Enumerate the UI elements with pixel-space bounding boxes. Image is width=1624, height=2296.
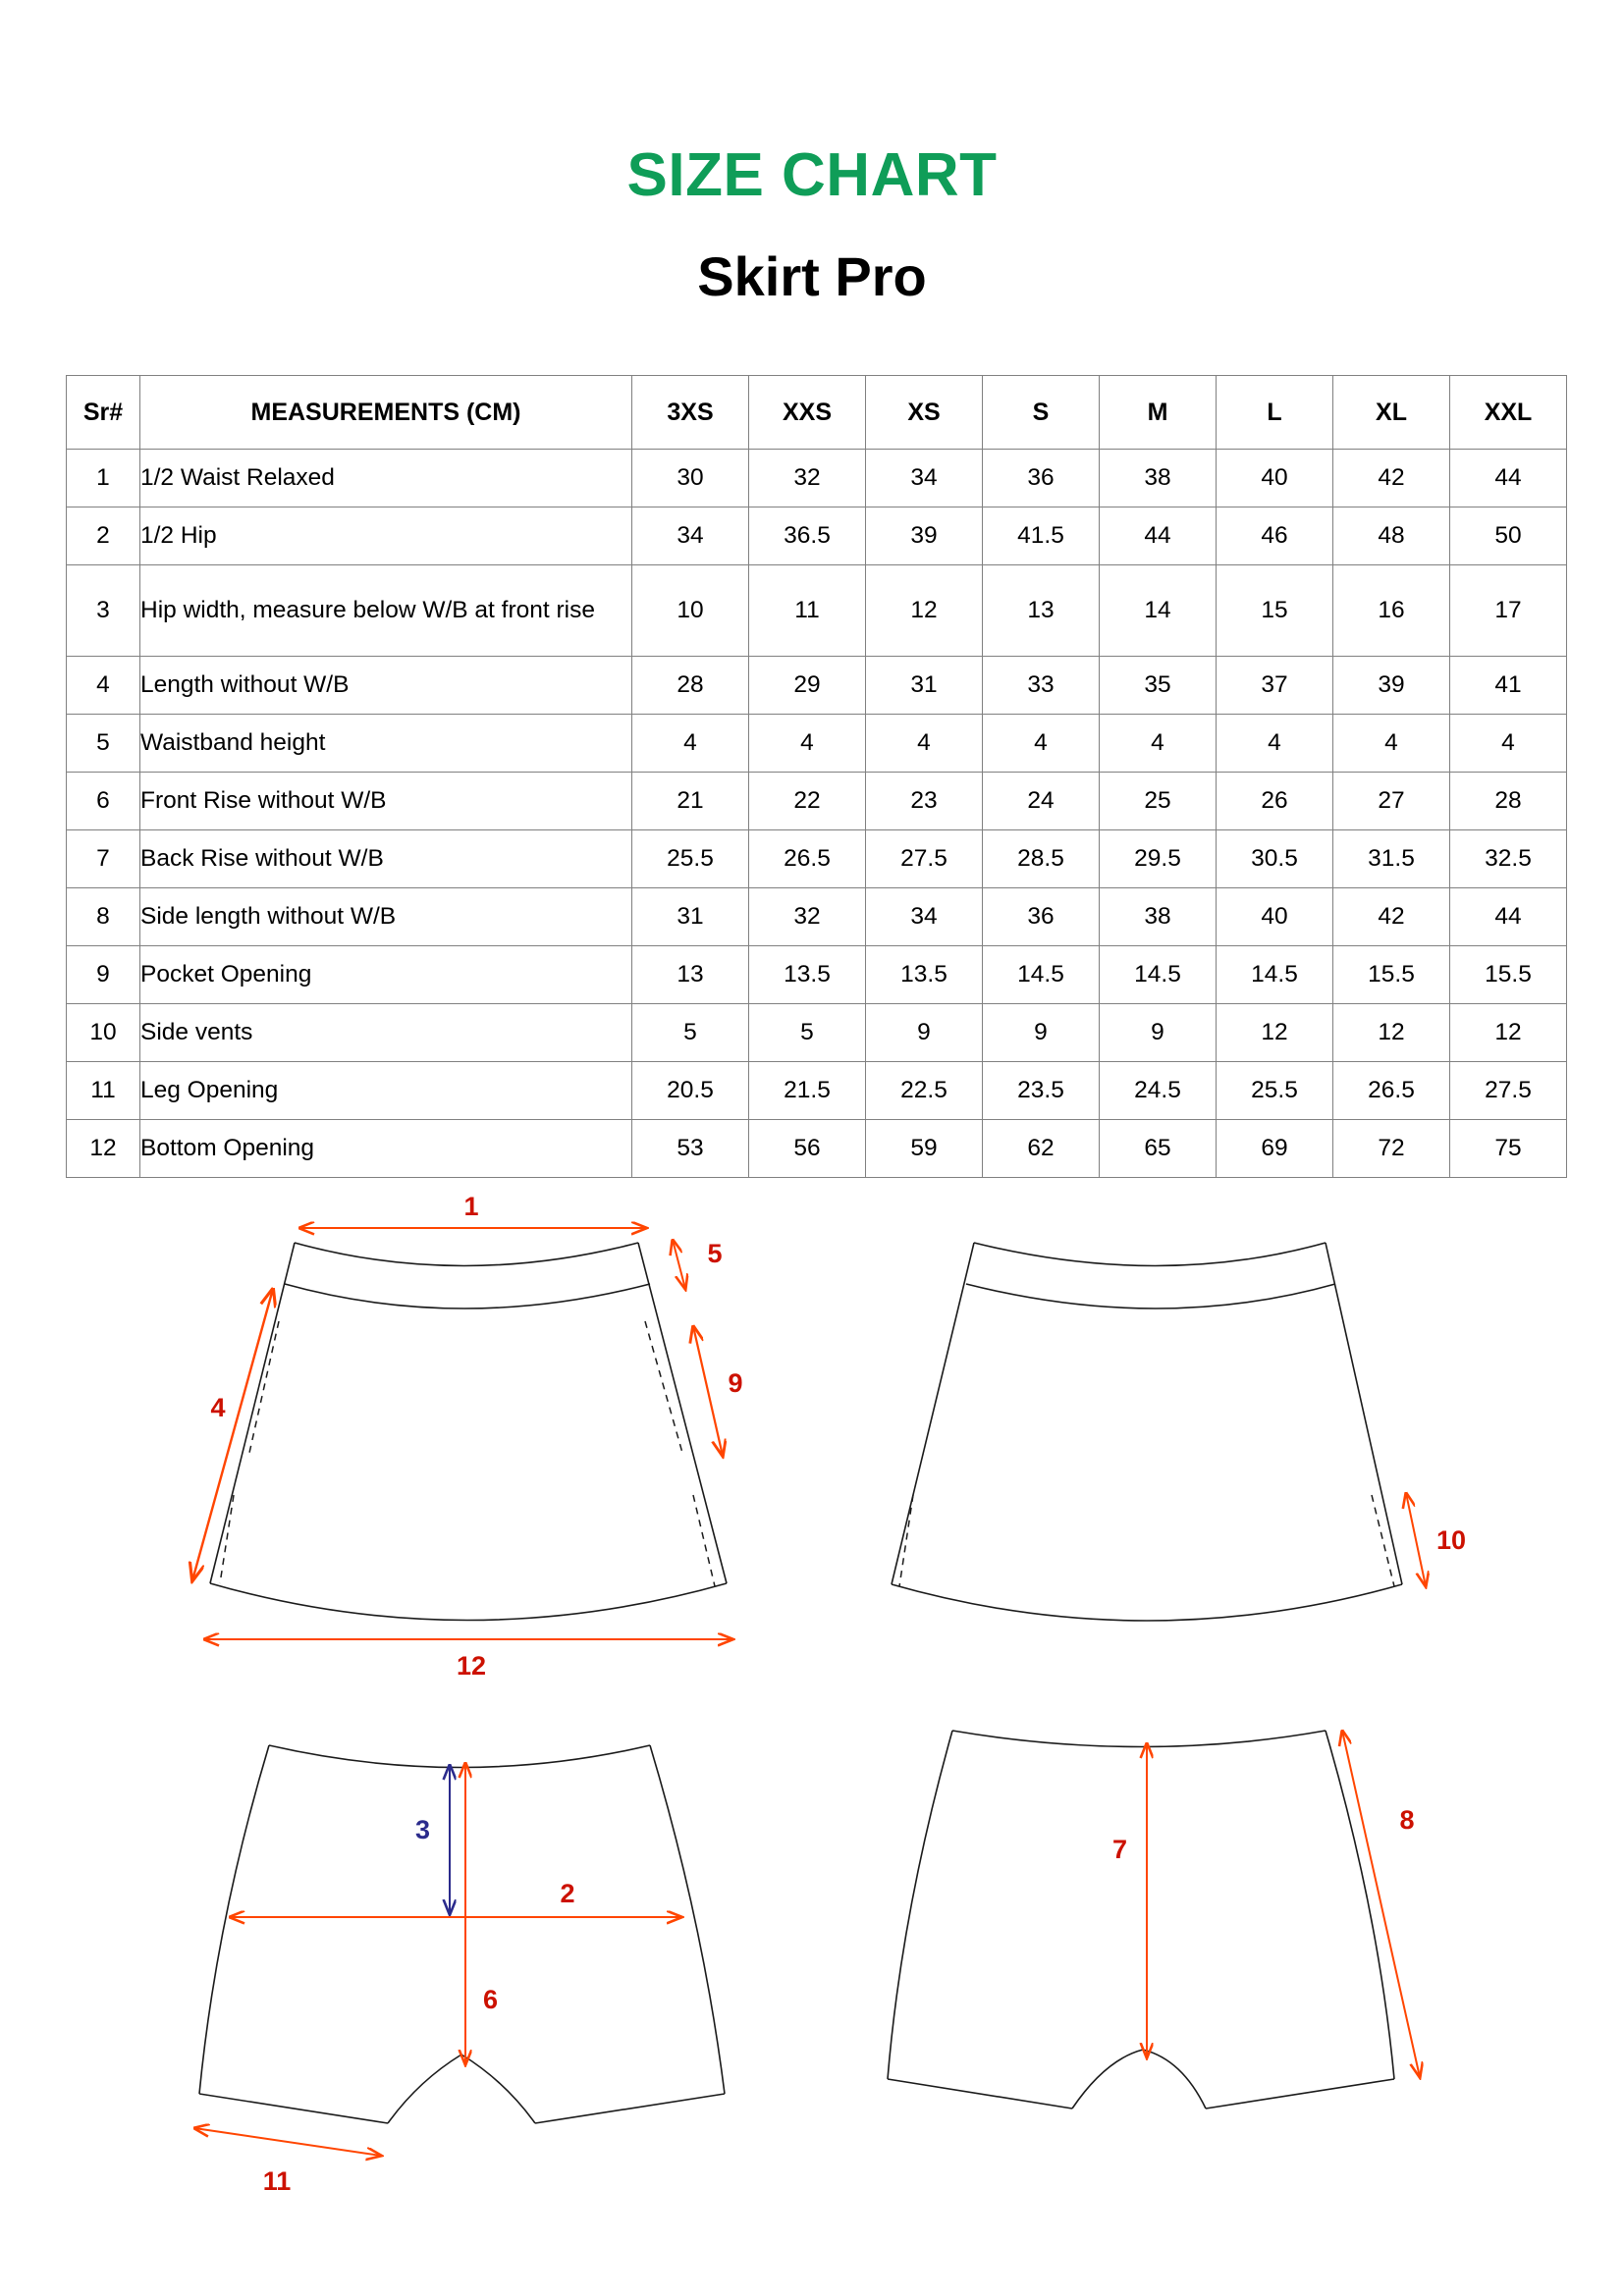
cell-sr: 11 bbox=[67, 1062, 140, 1120]
table-row bbox=[67, 450, 1567, 507]
cell-size-value: 56 bbox=[749, 1120, 866, 1178]
cell-size-value: 5 bbox=[632, 1004, 749, 1062]
cell-size-value: 13 bbox=[632, 946, 749, 1004]
cell-size-value: 25 bbox=[1100, 773, 1217, 830]
cell-size-value: 38 bbox=[1100, 450, 1217, 507]
callout-label-8: 8 bbox=[1399, 1805, 1415, 1835]
skirt-front-stitch-lines bbox=[220, 1321, 715, 1586]
cell-size-value: 75 bbox=[1450, 1120, 1567, 1178]
size-chart-table-wrapper bbox=[66, 304, 1558, 1178]
cell-size-value: 5 bbox=[749, 1004, 866, 1062]
callout-label-9: 9 bbox=[728, 1368, 743, 1398]
cell-size-value: 53 bbox=[632, 1120, 749, 1178]
table-row bbox=[67, 1004, 1567, 1062]
cell-size-value: 36 bbox=[983, 888, 1100, 946]
table-row bbox=[67, 830, 1567, 888]
cell-size-value: 12 bbox=[1450, 1004, 1567, 1062]
cell-size-value: 34 bbox=[632, 507, 749, 565]
callout-label-10: 10 bbox=[1435, 1525, 1467, 1555]
cell-sr: 7 bbox=[67, 830, 140, 888]
cell-size-value: 12 bbox=[866, 565, 983, 657]
cell-size-value: 28 bbox=[1450, 773, 1567, 830]
dimension-line-10 bbox=[1406, 1493, 1426, 1586]
table-body bbox=[67, 450, 1567, 1178]
column-header-m: M bbox=[1100, 376, 1217, 450]
column-header-s: S bbox=[983, 376, 1100, 450]
cell-measurement: Hip width, measure below W/B at front rise bbox=[140, 565, 632, 657]
cell-size-value: 4 bbox=[749, 715, 866, 773]
cell-sr: 5 bbox=[67, 715, 140, 773]
callout-label-1: 1 bbox=[463, 1196, 479, 1221]
table-row bbox=[67, 565, 1567, 657]
column-header-measurements: MEASUREMENTS (CM) bbox=[140, 376, 632, 450]
cell-size-value: 16 bbox=[1333, 565, 1450, 657]
page-title: SIZE CHART bbox=[626, 141, 998, 209]
callout-label-2: 2 bbox=[560, 1879, 575, 1908]
callout-label-5: 5 bbox=[707, 1239, 723, 1268]
cell-size-value: 50 bbox=[1450, 507, 1567, 565]
cell-size-value: 9 bbox=[866, 1004, 983, 1062]
column-header-sr: Sr# bbox=[67, 376, 140, 450]
cell-size-value: 4 bbox=[866, 715, 983, 773]
cell-size-value: 28.5 bbox=[983, 830, 1100, 888]
shorts-front-outline bbox=[199, 1745, 725, 2123]
cell-size-value: 39 bbox=[1333, 657, 1450, 715]
cell-size-value: 22.5 bbox=[866, 1062, 983, 1120]
cell-size-value: 28 bbox=[632, 657, 749, 715]
cell-sr: 2 bbox=[67, 507, 140, 565]
cell-size-value: 33 bbox=[983, 657, 1100, 715]
cell-size-value: 13.5 bbox=[866, 946, 983, 1004]
column-header-xl: XL bbox=[1333, 376, 1450, 450]
cell-sr: 8 bbox=[67, 888, 140, 946]
cell-size-value: 4 bbox=[632, 715, 749, 773]
cell-measurement: 1/2 Waist Relaxed bbox=[140, 450, 632, 507]
table-row bbox=[67, 1120, 1567, 1178]
cell-sr: 4 bbox=[67, 657, 140, 715]
cell-size-value: 15.5 bbox=[1333, 946, 1450, 1004]
column-header-xxl: XXL bbox=[1450, 376, 1567, 450]
cell-size-value: 37 bbox=[1217, 657, 1333, 715]
cell-size-value: 41.5 bbox=[983, 507, 1100, 565]
table-header-row bbox=[67, 376, 1567, 450]
table-row bbox=[67, 507, 1567, 565]
cell-size-value: 34 bbox=[866, 450, 983, 507]
cell-size-value: 31 bbox=[632, 888, 749, 946]
cell-size-value: 29.5 bbox=[1100, 830, 1217, 888]
cell-size-value: 42 bbox=[1333, 450, 1450, 507]
cell-size-value: 39 bbox=[866, 507, 983, 565]
cell-size-value: 15.5 bbox=[1450, 946, 1567, 1004]
cell-size-value: 9 bbox=[1100, 1004, 1217, 1062]
cell-size-value: 31.5 bbox=[1333, 830, 1450, 888]
cell-size-value: 36 bbox=[983, 450, 1100, 507]
cell-size-value: 72 bbox=[1333, 1120, 1450, 1178]
cell-size-value: 25.5 bbox=[632, 830, 749, 888]
cell-size-value: 21 bbox=[632, 773, 749, 830]
callout-label-4: 4 bbox=[210, 1393, 226, 1422]
callout-label-6: 6 bbox=[483, 1985, 499, 2014]
cell-size-value: 31 bbox=[866, 657, 983, 715]
cell-size-value: 29 bbox=[749, 657, 866, 715]
column-header-xxs: XXS bbox=[749, 376, 866, 450]
cell-size-value: 15 bbox=[1217, 565, 1333, 657]
cell-size-value: 36.5 bbox=[749, 507, 866, 565]
table-row bbox=[67, 946, 1567, 1004]
cell-size-value: 26.5 bbox=[749, 830, 866, 888]
cell-size-value: 14.5 bbox=[1217, 946, 1333, 1004]
cell-size-value: 27.5 bbox=[1450, 1062, 1567, 1120]
callout-label-11: 11 bbox=[262, 2166, 292, 2196]
cell-size-value: 10 bbox=[632, 565, 749, 657]
callout-label-7: 7 bbox=[1111, 1835, 1127, 1864]
cell-sr: 9 bbox=[67, 946, 140, 1004]
cell-size-value: 13 bbox=[983, 565, 1100, 657]
cell-size-value: 32 bbox=[749, 450, 866, 507]
cell-size-value: 35 bbox=[1100, 657, 1217, 715]
shorts-front-view bbox=[167, 1716, 756, 2207]
cell-measurement: Waistband height bbox=[140, 715, 632, 773]
cell-size-value: 4 bbox=[1100, 715, 1217, 773]
cell-size-value: 40 bbox=[1217, 888, 1333, 946]
table-row bbox=[67, 1062, 1567, 1120]
skirt-back-vent-lines bbox=[899, 1495, 1394, 1586]
cell-size-value: 26.5 bbox=[1333, 1062, 1450, 1120]
table-row bbox=[67, 657, 1567, 715]
technical-drawings bbox=[0, 1196, 1624, 2226]
cell-size-value: 24 bbox=[983, 773, 1100, 830]
cell-sr: 3 bbox=[67, 565, 140, 657]
cell-size-value: 38 bbox=[1100, 888, 1217, 946]
column-header-l: L bbox=[1217, 376, 1333, 450]
cell-measurement: Side vents bbox=[140, 1004, 632, 1062]
cell-size-value: 27 bbox=[1333, 773, 1450, 830]
cell-measurement: Back Rise without W/B bbox=[140, 830, 632, 888]
cell-size-value: 22 bbox=[749, 773, 866, 830]
cell-sr: 6 bbox=[67, 773, 140, 830]
cell-size-value: 59 bbox=[866, 1120, 983, 1178]
cell-size-value: 69 bbox=[1217, 1120, 1333, 1178]
cell-size-value: 23 bbox=[866, 773, 983, 830]
cell-size-value: 14 bbox=[1100, 565, 1217, 657]
cell-size-value: 4 bbox=[983, 715, 1100, 773]
cell-sr: 10 bbox=[67, 1004, 140, 1062]
cell-size-value: 20.5 bbox=[632, 1062, 749, 1120]
skirt-front-outline bbox=[210, 1243, 727, 1621]
callout-label-12: 12 bbox=[456, 1651, 487, 1681]
skirt-back-view bbox=[884, 1196, 1492, 1696]
cell-size-value: 4 bbox=[1217, 715, 1333, 773]
cell-size-value: 24.5 bbox=[1100, 1062, 1217, 1120]
shorts-back-outline bbox=[888, 1731, 1394, 2109]
cell-size-value: 30 bbox=[632, 450, 749, 507]
cell-measurement: Side length without W/B bbox=[140, 888, 632, 946]
cell-measurement: 1/2 Hip bbox=[140, 507, 632, 565]
cell-size-value: 12 bbox=[1217, 1004, 1333, 1062]
cell-size-value: 62 bbox=[983, 1120, 1100, 1178]
cell-size-value: 9 bbox=[983, 1004, 1100, 1062]
cell-size-value: 48 bbox=[1333, 507, 1450, 565]
cell-size-value: 27.5 bbox=[866, 830, 983, 888]
dimension-line-8 bbox=[1342, 1731, 1420, 2077]
cell-measurement: Pocket Opening bbox=[140, 946, 632, 1004]
cell-size-value: 34 bbox=[866, 888, 983, 946]
cell-measurement: Bottom Opening bbox=[140, 1120, 632, 1178]
cell-size-value: 14.5 bbox=[1100, 946, 1217, 1004]
column-header-xs: XS bbox=[866, 376, 983, 450]
cell-size-value: 32 bbox=[749, 888, 866, 946]
cell-size-value: 11 bbox=[749, 565, 866, 657]
dimension-line-11 bbox=[194, 2128, 381, 2156]
shorts-back-view bbox=[864, 1716, 1473, 2207]
cell-size-value: 46 bbox=[1217, 507, 1333, 565]
cell-size-value: 44 bbox=[1100, 507, 1217, 565]
cell-size-value: 40 bbox=[1217, 450, 1333, 507]
callout-label-3: 3 bbox=[414, 1815, 430, 1844]
cell-sr: 1 bbox=[67, 450, 140, 507]
column-header-3xs: 3XS bbox=[632, 376, 749, 450]
cell-size-value: 42 bbox=[1333, 888, 1450, 946]
skirt-back-outline bbox=[892, 1243, 1402, 1621]
cell-size-value: 21.5 bbox=[749, 1062, 866, 1120]
dimension-line-9 bbox=[693, 1326, 723, 1456]
cell-sr: 12 bbox=[67, 1120, 140, 1178]
cell-size-value: 13.5 bbox=[749, 946, 866, 1004]
cell-size-value: 26 bbox=[1217, 773, 1333, 830]
page-subtitle: Skirt Pro bbox=[697, 245, 927, 307]
dimension-line-4 bbox=[192, 1289, 273, 1580]
table-row bbox=[67, 773, 1567, 830]
cell-size-value: 23.5 bbox=[983, 1062, 1100, 1120]
cell-size-value: 14.5 bbox=[983, 946, 1100, 1004]
cell-size-value: 32.5 bbox=[1450, 830, 1567, 888]
cell-size-value: 30.5 bbox=[1217, 830, 1333, 888]
cell-measurement: Front Rise without W/B bbox=[140, 773, 632, 830]
cell-size-value: 65 bbox=[1100, 1120, 1217, 1178]
cell-size-value: 25.5 bbox=[1217, 1062, 1333, 1120]
cell-measurement: Length without W/B bbox=[140, 657, 632, 715]
cell-size-value: 4 bbox=[1333, 715, 1450, 773]
table-header bbox=[67, 376, 1567, 450]
table-row bbox=[67, 715, 1567, 773]
cell-size-value: 17 bbox=[1450, 565, 1567, 657]
size-chart-table bbox=[66, 375, 1567, 1178]
cell-size-value: 12 bbox=[1333, 1004, 1450, 1062]
cell-size-value: 44 bbox=[1450, 888, 1567, 946]
cell-size-value: 41 bbox=[1450, 657, 1567, 715]
cell-measurement: Leg Opening bbox=[140, 1062, 632, 1120]
cell-size-value: 44 bbox=[1450, 450, 1567, 507]
cell-size-value: 4 bbox=[1450, 715, 1567, 773]
skirt-front-view bbox=[147, 1196, 776, 1696]
dimension-line-5 bbox=[673, 1240, 685, 1289]
table-row bbox=[67, 888, 1567, 946]
